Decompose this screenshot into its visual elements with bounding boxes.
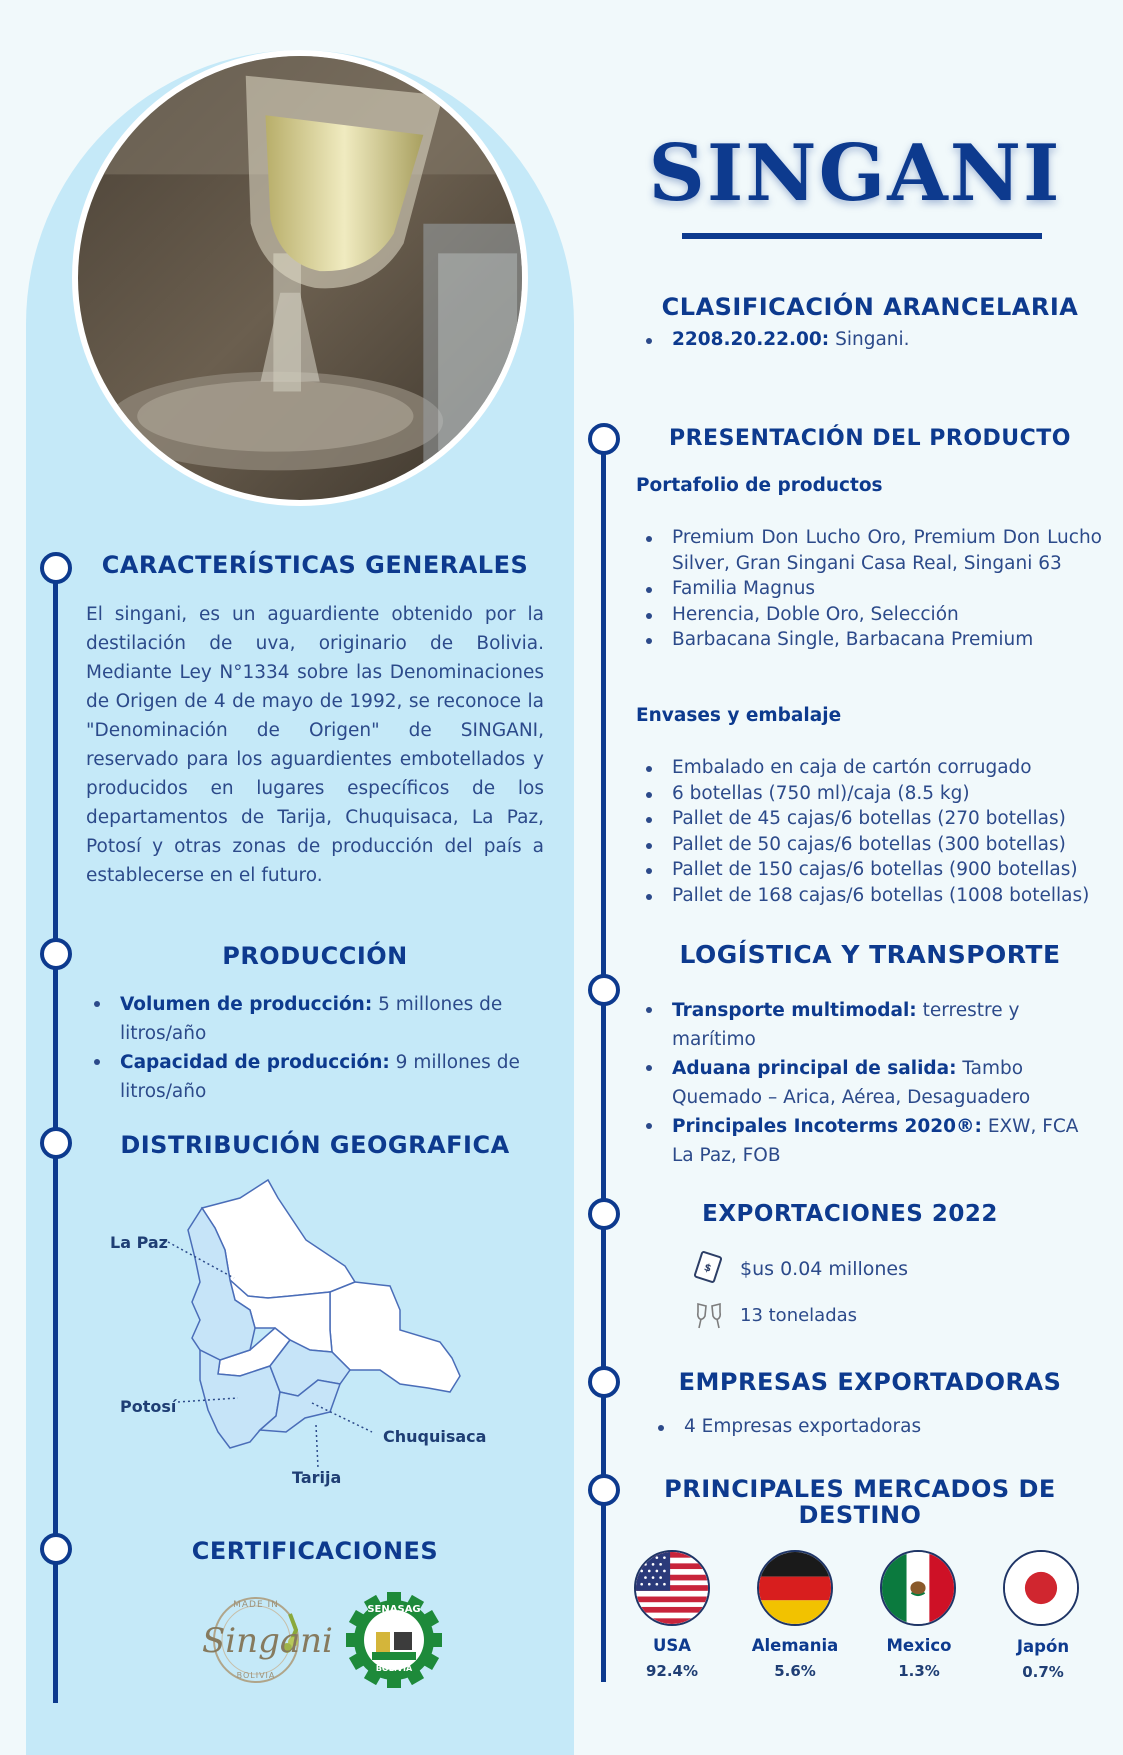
list-item: Familia Magnus bbox=[638, 576, 1102, 602]
export-value: $us 0.04 millones bbox=[740, 1258, 909, 1280]
list-item: Pallet de 168 cajas/6 botellas (1008 botellas) bbox=[638, 883, 1108, 909]
timeline-dot bbox=[40, 1533, 72, 1565]
list-item: Aduana principal de salida: Tambo Quemado – Arica, Aérea, Desaguadero bbox=[638, 1054, 1098, 1112]
distribucion-heading: DISTRIBUCIÓN GEOGRAFICA bbox=[120, 1131, 510, 1159]
list-item: Capacidad de producción: 9 millones de litros/año bbox=[86, 1048, 552, 1106]
japan-flag-icon bbox=[1003, 1550, 1079, 1626]
map-label-tarija: Tarija bbox=[292, 1468, 342, 1487]
country-pct-usa: 92.4% bbox=[645, 1662, 699, 1680]
country-pct-alemania: 5.6% bbox=[774, 1662, 816, 1680]
timeline-dot bbox=[588, 974, 620, 1006]
mercados-heading-line1: PRINCIPALES MERCADOS DE bbox=[664, 1475, 1056, 1503]
list-item: Herencia, Doble Oro, Selección bbox=[638, 602, 1102, 628]
map-label-la-paz: La Paz bbox=[110, 1233, 168, 1252]
timeline-dot bbox=[40, 1127, 72, 1159]
map-department-east bbox=[330, 1282, 460, 1392]
mercados-heading bbox=[640, 1476, 1080, 1528]
envases-list bbox=[638, 755, 1108, 908]
list-item: Embalado en caja de cartón corrugado bbox=[638, 755, 1108, 781]
page-title: SINGANI bbox=[648, 128, 1062, 219]
list-item: Volumen de producción: 5 millones de litros/año bbox=[86, 990, 552, 1048]
list-item: Barbacana Single, Barbacana Premium bbox=[638, 627, 1102, 653]
country-name-japon: Japón bbox=[1016, 1637, 1070, 1656]
title-underline bbox=[682, 233, 1042, 239]
timeline-dot bbox=[40, 938, 72, 970]
list-item: Principales Incoterms 2020®: EXW, FCA La Paz, FOB bbox=[638, 1112, 1098, 1170]
country-name-mexico: Mexico bbox=[886, 1636, 952, 1655]
list-item: 4 Empresas exportadoras bbox=[650, 1414, 1090, 1440]
timeline-dot bbox=[588, 1198, 620, 1230]
country-name-alemania: Alemania bbox=[751, 1636, 839, 1655]
map-label-chuquisaca: Chuquisaca bbox=[383, 1427, 487, 1446]
timeline-dot bbox=[588, 1366, 620, 1398]
logistica-list bbox=[638, 996, 1098, 1170]
senasag-logo-top: SENASAG bbox=[367, 1604, 421, 1615]
certificaciones-heading: CERTIFICACIONES bbox=[191, 1537, 439, 1565]
produccion-list bbox=[86, 990, 552, 1106]
map-label-potosi: Potosí bbox=[120, 1397, 177, 1416]
mexico-flag-icon bbox=[880, 1550, 956, 1626]
clasificacion-heading: CLASIFICACIÓN ARANCELARIA bbox=[661, 293, 1079, 321]
logistica-heading: LOGÍSTICA Y TRANSPORTE bbox=[679, 940, 1061, 969]
money-icon bbox=[692, 1250, 726, 1284]
usa-flag-icon bbox=[634, 1550, 710, 1626]
senasag-logo-bottom: BOLIVIA bbox=[375, 1664, 413, 1673]
timeline-dot bbox=[588, 1474, 620, 1506]
made-in-logo-top: MADE IN bbox=[233, 1600, 279, 1610]
svg-text:$: $ bbox=[702, 1262, 713, 1275]
list-item: Transporte multimodal: terrestre y marítimo bbox=[638, 996, 1098, 1054]
envases-subheading: Envases y embalaje bbox=[636, 705, 842, 726]
list-item: Pallet de 150 cajas/6 botellas (900 botellas) bbox=[638, 857, 1108, 883]
list-item: Premium Don Lucho Oro, Premium Don Lucho Silver, Gran Singani Casa Real, Singani 63 bbox=[638, 525, 1102, 576]
germany-flag-icon bbox=[757, 1550, 833, 1626]
made-in-logo-bottom: BOLIVIA bbox=[236, 1671, 276, 1680]
presentacion-heading: PRESENTACIÓN DEL PRODUCTO bbox=[668, 426, 1072, 451]
timeline-dot bbox=[40, 552, 72, 584]
singani-glass-photo bbox=[72, 50, 528, 506]
empresas-heading: EMPRESAS EXPORTADORAS bbox=[678, 1368, 1062, 1396]
produccion-heading: PRODUCCIÓN bbox=[222, 942, 408, 970]
list-item: 2208.20.22.00: Singani. bbox=[638, 327, 1098, 353]
list-item: Pallet de 45 cajas/6 botellas (270 botellas) bbox=[638, 806, 1108, 832]
list-item: Pallet de 50 cajas/6 botellas (300 botellas) bbox=[638, 832, 1108, 858]
empresas-list bbox=[650, 1414, 1090, 1440]
timeline-dot bbox=[588, 423, 620, 455]
clasificacion-list bbox=[638, 327, 1098, 353]
list-item: 6 botellas (750 ml)/caja (8.5 kg) bbox=[638, 781, 1108, 807]
caracteristicas-text: El singani, es un aguardiente obtenido por la destilación de uva, originario de Bolivia. Mediante Ley N°1334 sobre las Denominaciones de Origen de 4 de mayo de 1992, se reconoce la "Denominación de Origen" de SINGANI, reservado para los aguardientes embotellados y producidos en lugares específicos de los departamentos de Tarija, Chuquisaca, La Paz, Potosí y otras zonas de producción del país a establecerse en el futuro. bbox=[86, 604, 544, 886]
toast-glasses-icon bbox=[692, 1298, 726, 1332]
export-volume: 13 toneladas bbox=[740, 1305, 858, 1326]
caracteristicas-heading: CARACTERÍSTICAS GENERALES bbox=[101, 551, 529, 579]
made-in-logo-script: Singani bbox=[202, 1621, 333, 1661]
mercados-heading-line2: DESTINO bbox=[798, 1501, 922, 1529]
country-pct-japon: 0.7% bbox=[1022, 1663, 1064, 1681]
country-pct-mexico: 1.3% bbox=[898, 1662, 940, 1680]
portafolio-subheading: Portafolio de productos bbox=[636, 475, 883, 496]
country-name-usa: USA bbox=[652, 1636, 692, 1655]
portafolio-list bbox=[638, 525, 1102, 653]
exportaciones-heading: EXPORTACIONES 2022 bbox=[702, 1201, 998, 1227]
